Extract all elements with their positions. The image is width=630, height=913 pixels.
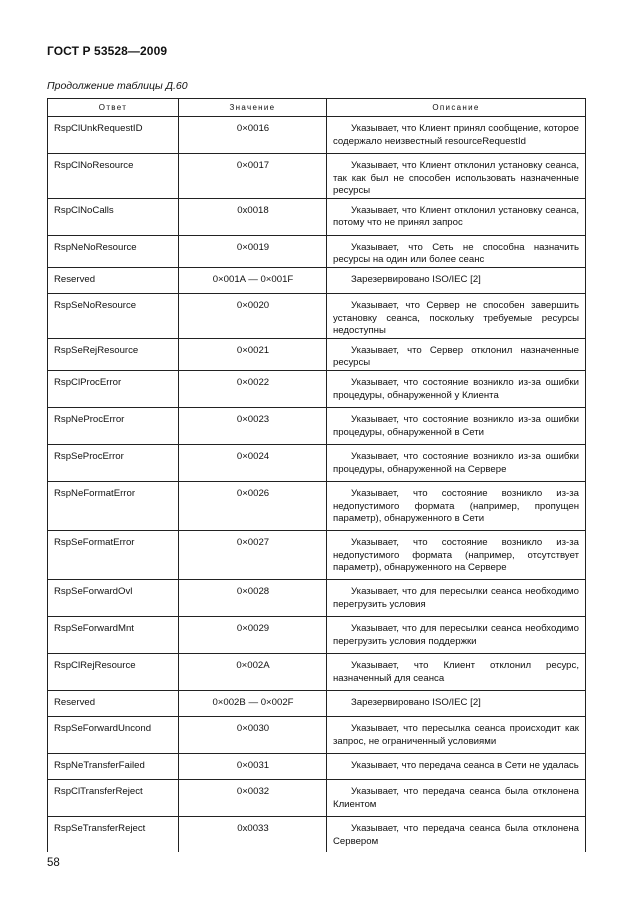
value-cell: 0×0020 (179, 293, 327, 338)
value-cell: 0×0016 (179, 117, 327, 154)
description-text: Указывает, что состояние возникло из-за ошибки процедуры, обнаруженной на Сервере (333, 450, 579, 475)
value-cell: 0×0029 (179, 616, 327, 653)
description-cell (327, 235, 586, 267)
description-text: Указывает, что передача сеанса была отклонена Клиентом (333, 785, 579, 810)
document-header: ГОСТ Р 53528—2009 (47, 44, 168, 58)
response-cell: RspNeNoResource (48, 235, 179, 267)
table-row (48, 690, 586, 716)
description-cell (327, 444, 586, 481)
table-caption: Продолжение таблицы Д.60 (47, 80, 188, 92)
table-row (48, 407, 586, 444)
table-row (48, 530, 586, 579)
description-cell (327, 407, 586, 444)
description-cell (327, 716, 586, 753)
table-row (48, 338, 586, 370)
response-cell: RspSeForwardOvl (48, 579, 179, 616)
value-cell: 0×0032 (179, 779, 327, 816)
description-text: Указывает, что для пересылки сеанса необходимо перегрузить условия (333, 585, 579, 610)
table-row (48, 444, 586, 481)
description-cell (327, 267, 586, 293)
response-cell: RspNeProcError (48, 407, 179, 444)
description-cell (327, 530, 586, 579)
response-cell: RspClUnkRequestID (48, 117, 179, 154)
description-text: Указывает, что для пересылки сеанса необходимо перегрузить условия поддержки (333, 622, 579, 647)
description-text: Зарезервировано ISO/IEC [2] (351, 273, 481, 285)
response-cell: RspSeFormatError (48, 530, 179, 579)
description-cell (327, 579, 586, 616)
description-cell (327, 198, 586, 235)
value-cell: 0×0031 (179, 753, 327, 779)
value-cell: 0×002A (179, 653, 327, 690)
description-text: Указывает, что Сеть не способна назначить ресурсы на один или более сеанс (333, 241, 579, 266)
description-text: Указывает, что Клиент отклонил ресурс, назначенный для сеанса (333, 659, 579, 684)
value-cell: 0×0026 (179, 481, 327, 530)
description-cell (327, 370, 586, 407)
response-cell: RspClRejResource (48, 653, 179, 690)
table-row (48, 154, 586, 199)
table-row (48, 293, 586, 338)
response-cell: Reserved (48, 690, 179, 716)
response-cell: RspNeFormatError (48, 481, 179, 530)
description-text: Указывает, что состояние возникло из-за недопустимого формата (например, отсутствует параметр), обнаруженного на Сервере (333, 536, 579, 574)
value-cell: 0×0027 (179, 530, 327, 579)
description-text: Указывает, что состояние возникло из-за недопустимого формата (например, пропущен параметр), обнаруженного в Сети (333, 487, 579, 525)
value-cell: 0x0018 (179, 198, 327, 235)
value-cell: 0×0023 (179, 407, 327, 444)
description-cell (327, 653, 586, 690)
table-row (48, 653, 586, 690)
table-row (48, 117, 586, 154)
description-cell (327, 753, 586, 779)
response-cell: RspSeForwardUncond (48, 716, 179, 753)
description-text: Указывает, что Клиент принял сообщение, которое содержало неизвестный resourceRequestId (333, 123, 579, 147)
response-codes-table (47, 98, 586, 852)
description-cell (327, 117, 586, 154)
description-cell (327, 293, 586, 338)
description-cell (327, 690, 586, 716)
value-cell: 0×002B — 0×002F (179, 690, 327, 716)
table-row (48, 753, 586, 779)
description-text: Указывает, что передача сеанса была отклонена Сервером (333, 822, 579, 847)
value-cell: 0×0022 (179, 370, 327, 407)
response-cell: RspSeForwardMnt (48, 616, 179, 653)
description-text: Указывает, что Клиент отклонил установку сеанса, так как был не способен использовать назначенные ресурсы (333, 160, 579, 197)
response-cell: RspSeRejResource (48, 338, 179, 370)
value-cell: 0×0017 (179, 154, 327, 199)
description-cell (327, 481, 586, 530)
response-cell: RspClNoResource (48, 154, 179, 199)
table-row (48, 816, 586, 852)
value-cell: 0×0019 (179, 235, 327, 267)
response-cell: RspClTransferReject (48, 779, 179, 816)
table-header-row (48, 99, 586, 117)
table-row (48, 616, 586, 653)
description-text: Указывает, что Сервер не способен завершить установку сеанса, поскольку требуемые ресурсы недоступны (333, 299, 579, 337)
description-cell (327, 779, 586, 816)
description-text: Указывает, что состояние возникло из-за ошибки процедуры, обнаруженной у Клиента (333, 376, 579, 401)
response-cell: RspClNoCalls (48, 198, 179, 235)
table-row (48, 267, 586, 293)
page-number: 58 (47, 857, 60, 869)
column-header-value: Значение (179, 99, 327, 117)
description-text: Указывает, что Сервер отклонил назначенные ресурсы (333, 344, 579, 369)
table-row (48, 481, 586, 530)
table-row (48, 716, 586, 753)
description-cell (327, 154, 586, 199)
description-cell (327, 616, 586, 653)
column-header-response: Ответ (48, 99, 179, 117)
response-cell: RspSeNoResource (48, 293, 179, 338)
value-cell: 0×0028 (179, 579, 327, 616)
description-text: Указывает, что передача сеанса в Сети не удалась (351, 759, 579, 771)
value-cell: 0x0033 (179, 816, 327, 852)
description-cell (327, 816, 586, 852)
description-text: Зарезервировано ISO/IEC [2] (351, 696, 481, 708)
table-row (48, 579, 586, 616)
response-cell: RspClProcError (48, 370, 179, 407)
description-text: Указывает, что Клиент отклонил установку сеанса, потому что не принял запрос (333, 204, 579, 229)
description-text: Указывает, что состояние возникло из-за ошибки процедуры, обнаруженной в Сети (333, 413, 579, 438)
value-cell: 0×0030 (179, 716, 327, 753)
response-cell: RspNeTransferFailed (48, 753, 179, 779)
value-cell: 0×001A — 0×001F (179, 267, 327, 293)
table-row (48, 235, 586, 267)
value-cell: 0×0024 (179, 444, 327, 481)
value-cell: 0×0021 (179, 338, 327, 370)
column-header-description: Описание (327, 99, 586, 117)
table-row (48, 370, 586, 407)
response-cell: Reserved (48, 267, 179, 293)
response-cell: RspSeProcError (48, 444, 179, 481)
description-cell (327, 338, 586, 370)
table-row (48, 198, 586, 235)
response-cell: RspSeTransferReject (48, 816, 179, 852)
table-row (48, 779, 586, 816)
description-text: Указывает, что пересылка сеанса происходит как запрос, не ограниченный условиями (333, 722, 579, 747)
